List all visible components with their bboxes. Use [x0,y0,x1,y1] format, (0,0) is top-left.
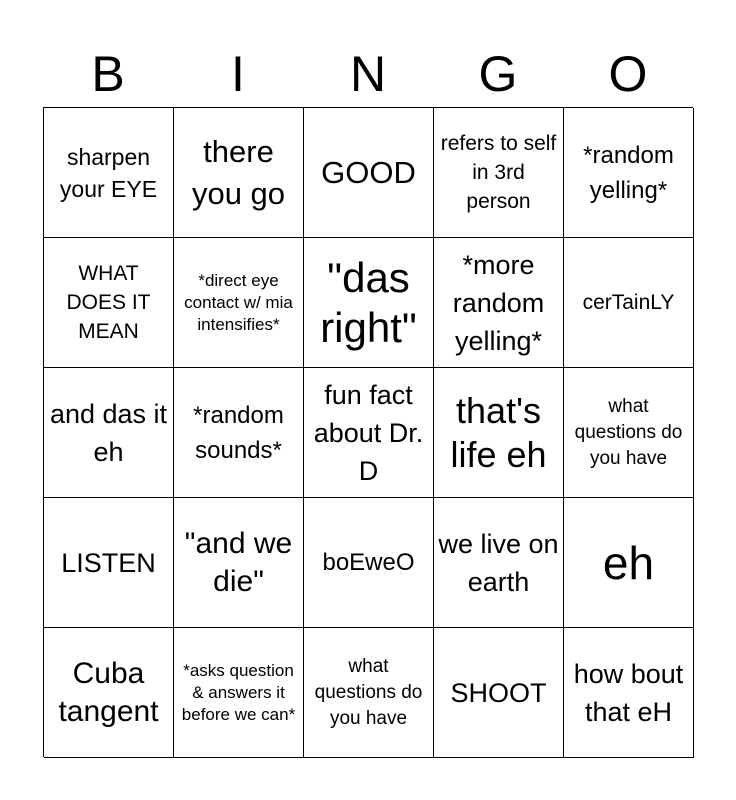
bingo-cell-r5-c5[interactable] [564,628,694,758]
bingo-cell-r3-c3[interactable] [304,368,434,498]
bingo-cell-r2-c4[interactable] [434,238,564,368]
bingo-cell-r2-c2[interactable] [174,238,304,368]
bingo-cell-r1-c3[interactable] [304,108,434,238]
cell-text: how bout that eH [573,658,684,727]
cell-text: what questions do you have [574,395,683,469]
cell-text: LISTEN [61,547,156,578]
cell-text: WHAT DOES IT MEAN [66,262,151,343]
cell-text: "das right" [320,253,417,351]
bingo-cell-r4-c3[interactable] [304,498,434,628]
bingo-cell-r1-c4[interactable] [434,108,564,238]
header-letter-o: O [608,46,648,102]
cell-text: cerTainLY [582,291,675,314]
header-letter-n: N [349,46,387,102]
cell-text: there you go [191,133,286,211]
cell-text: sharpen your EYE [59,143,158,202]
cell-text: *asks question & answers it before we can* [181,660,296,724]
header-letter-g: G [478,46,518,102]
bingo-cell-r1-c5[interactable] [564,108,694,238]
cell-text: GOOD [321,154,416,190]
bingo-cell-r3-c2[interactable] [174,368,304,498]
cell-text: that's life eh [450,389,547,475]
cell-text: SHOOT [450,677,547,708]
cell-text: *direct eye contact w/ mia intensifies* [184,270,293,334]
bingo-cell-r4-c5[interactable] [564,498,694,628]
bingo-cell-r3-c1[interactable] [44,368,174,498]
bingo-cell-r2-c1[interactable] [44,238,174,368]
bingo-cell-r4-c4[interactable] [434,498,564,628]
bingo-header [43,40,693,108]
cell-text: *random sounds* [193,401,284,464]
bingo-cell-r3-c4[interactable] [434,368,564,498]
cell-text: and das it eh [49,398,168,467]
bingo-cell-r5-c3[interactable] [304,628,434,758]
bingo-cell-r4-c2[interactable] [174,498,304,628]
cell-text: boEweO [322,549,415,576]
bingo-cell-r5-c4[interactable] [434,628,564,758]
cell-text: eh [602,536,655,589]
bingo-cell-r4-c1[interactable] [44,498,174,628]
cell-text: *random yelling* [583,141,674,204]
bingo-cell-r3-c5[interactable] [564,368,694,498]
cell-text: Cuba tangent [58,656,159,728]
bingo-cell-r2-c5[interactable] [564,238,694,368]
cell-text: refers to self in 3rd person [440,132,557,213]
bingo-card [43,107,693,757]
cell-text: *more random yelling* [452,249,545,356]
bingo-cell-r5-c2[interactable] [174,628,304,758]
cell-text: "and we die" [184,526,293,598]
header-letter-i: I [231,46,245,102]
cell-text: we live on earth [438,528,559,597]
cell-text: fun fact about Dr. D [313,379,424,486]
bingo-cell-r2-c3[interactable] [304,238,434,368]
cell-text: what questions do you have [314,655,423,729]
bingo-cell-r5-c1[interactable] [44,628,174,758]
bingo-cell-r1-c1[interactable] [44,108,174,238]
header-letter-b: B [91,46,125,102]
bingo-cell-r1-c2[interactable] [174,108,304,238]
